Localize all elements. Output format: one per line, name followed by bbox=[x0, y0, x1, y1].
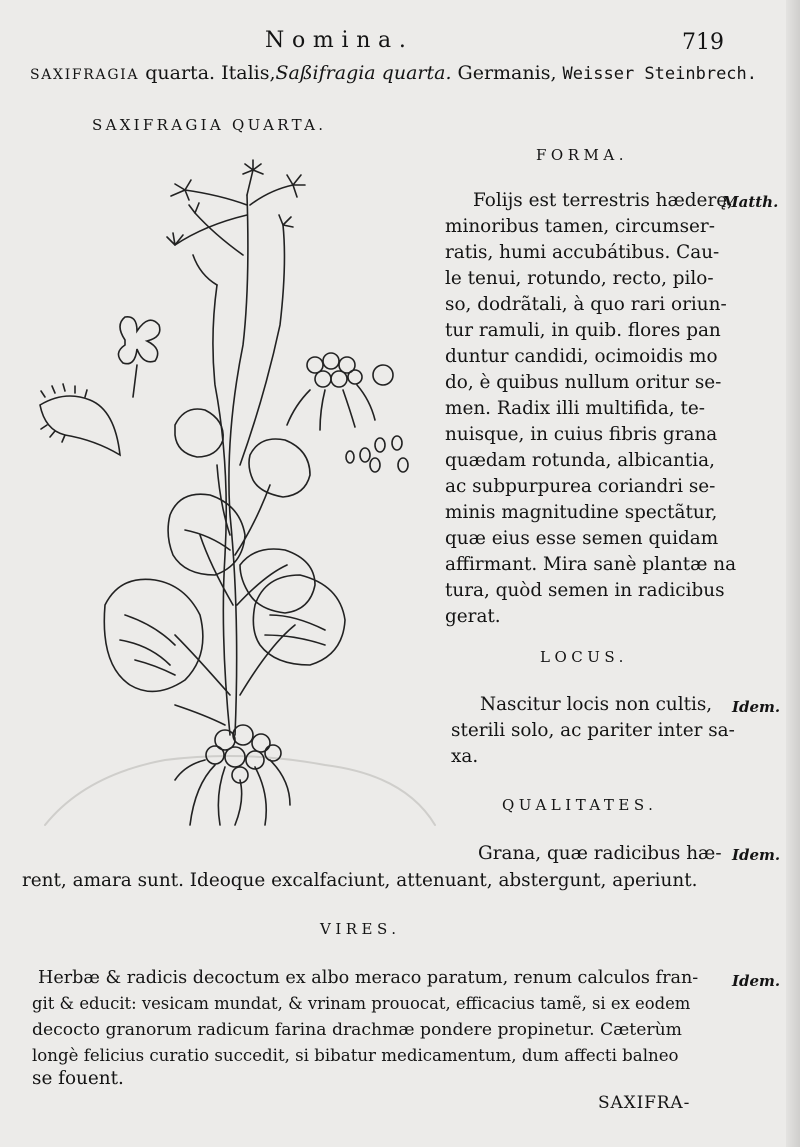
forma-line: Folijs est terrestris hæderę, bbox=[473, 190, 733, 211]
section-heading-vires: VIRES. bbox=[320, 920, 401, 938]
section-heading-qualitates: QUALITATES. bbox=[502, 796, 658, 814]
figure-caption: SAXIFRAGIA QUARTA. bbox=[92, 116, 327, 134]
locus-line: xa. bbox=[451, 746, 479, 767]
forma-line: men. Radix illi multifida, te- bbox=[445, 398, 705, 419]
forma-line: quæ eius esse semen quidam bbox=[445, 528, 719, 549]
plant-names-line bbox=[30, 62, 757, 84]
running-head: Nomina. bbox=[265, 28, 414, 53]
forma-line: do, è quibus nullum oritur se- bbox=[445, 372, 722, 393]
margin-note-forma: Matth. bbox=[722, 193, 779, 211]
vires-line: decocto granorum radicum farina drachmæ pondere propinetur. Cæterùm bbox=[32, 1020, 682, 1040]
forma-line: ratis, humi accubátibus. Cau- bbox=[445, 242, 720, 263]
forma-line: ac subpurpurea coriandri se- bbox=[445, 476, 716, 497]
qualitates-line: rent, amara sunt. Ideoque excalfaciunt, attenuant, abstergunt, aperiunt. bbox=[22, 870, 698, 891]
margin-note-vires: Idem. bbox=[732, 972, 781, 990]
german-name-blackletter: Weisser Steinbrech. bbox=[562, 64, 758, 84]
page-number: 719 bbox=[682, 30, 724, 55]
forma-line: tura, quòd semen in radicibus bbox=[445, 580, 725, 601]
saxifrage-woodcut-illustration bbox=[25, 135, 445, 835]
forma-line: minoribus tamen, circumser- bbox=[445, 216, 715, 237]
locus-line: Nascitur locis non cultis, bbox=[480, 694, 713, 715]
margin-note-locus: Idem. bbox=[732, 698, 781, 716]
vires-line: Herbæ & radicis decoctum ex albo meraco paratum, renum calculos fran- bbox=[38, 968, 699, 988]
subtitle-part1: quarta. Italis, bbox=[139, 62, 276, 84]
forma-line: le tenui, rotundo, recto, pilo- bbox=[445, 268, 714, 289]
section-heading-locus: LOCUS. bbox=[540, 648, 628, 666]
vires-line: git & educit: vesicam mundat, & vrinam prouocat, efficacius tamẽ, si ex eodem bbox=[32, 994, 691, 1013]
margin-note-qualitates: Idem. bbox=[732, 846, 781, 864]
forma-line: gerat. bbox=[445, 606, 501, 627]
subtitle-part2: Germanis, bbox=[451, 62, 557, 84]
vires-line: se fouent. bbox=[32, 1068, 124, 1089]
forma-line: quædam rotunda, albicantia, bbox=[445, 450, 715, 471]
forma-line: affirmant. Mira sanè plantæ na bbox=[445, 554, 737, 575]
forma-line: tur ramuli, in quib. flores pan bbox=[445, 320, 721, 341]
forma-line: nuisque, in cuius fibris grana bbox=[445, 424, 718, 445]
catchword: SAXIFRA- bbox=[598, 1093, 691, 1113]
qualitates-line: Grana, quæ radicibus hæ- bbox=[478, 843, 722, 864]
page-edge-shadow bbox=[786, 0, 800, 1147]
section-heading-forma: FORMA. bbox=[536, 146, 628, 164]
locus-line: sterili solo, ac pariter inter sa- bbox=[451, 720, 735, 741]
forma-line: duntur candidi, ocimoidis mo bbox=[445, 346, 718, 367]
forma-line: so, dodrãtali, à quo rari oriun- bbox=[445, 294, 727, 315]
plant-name-smallcaps: SAXIFRAGIA bbox=[30, 67, 140, 83]
forma-line: minis magnitudine spectãtur, bbox=[445, 502, 718, 523]
vires-line: longè felicius curatio succedit, si bibatur medicamentum, dum affecti balneo bbox=[32, 1046, 679, 1065]
subtitle-italic: Saßifragia quarta. bbox=[275, 62, 452, 84]
